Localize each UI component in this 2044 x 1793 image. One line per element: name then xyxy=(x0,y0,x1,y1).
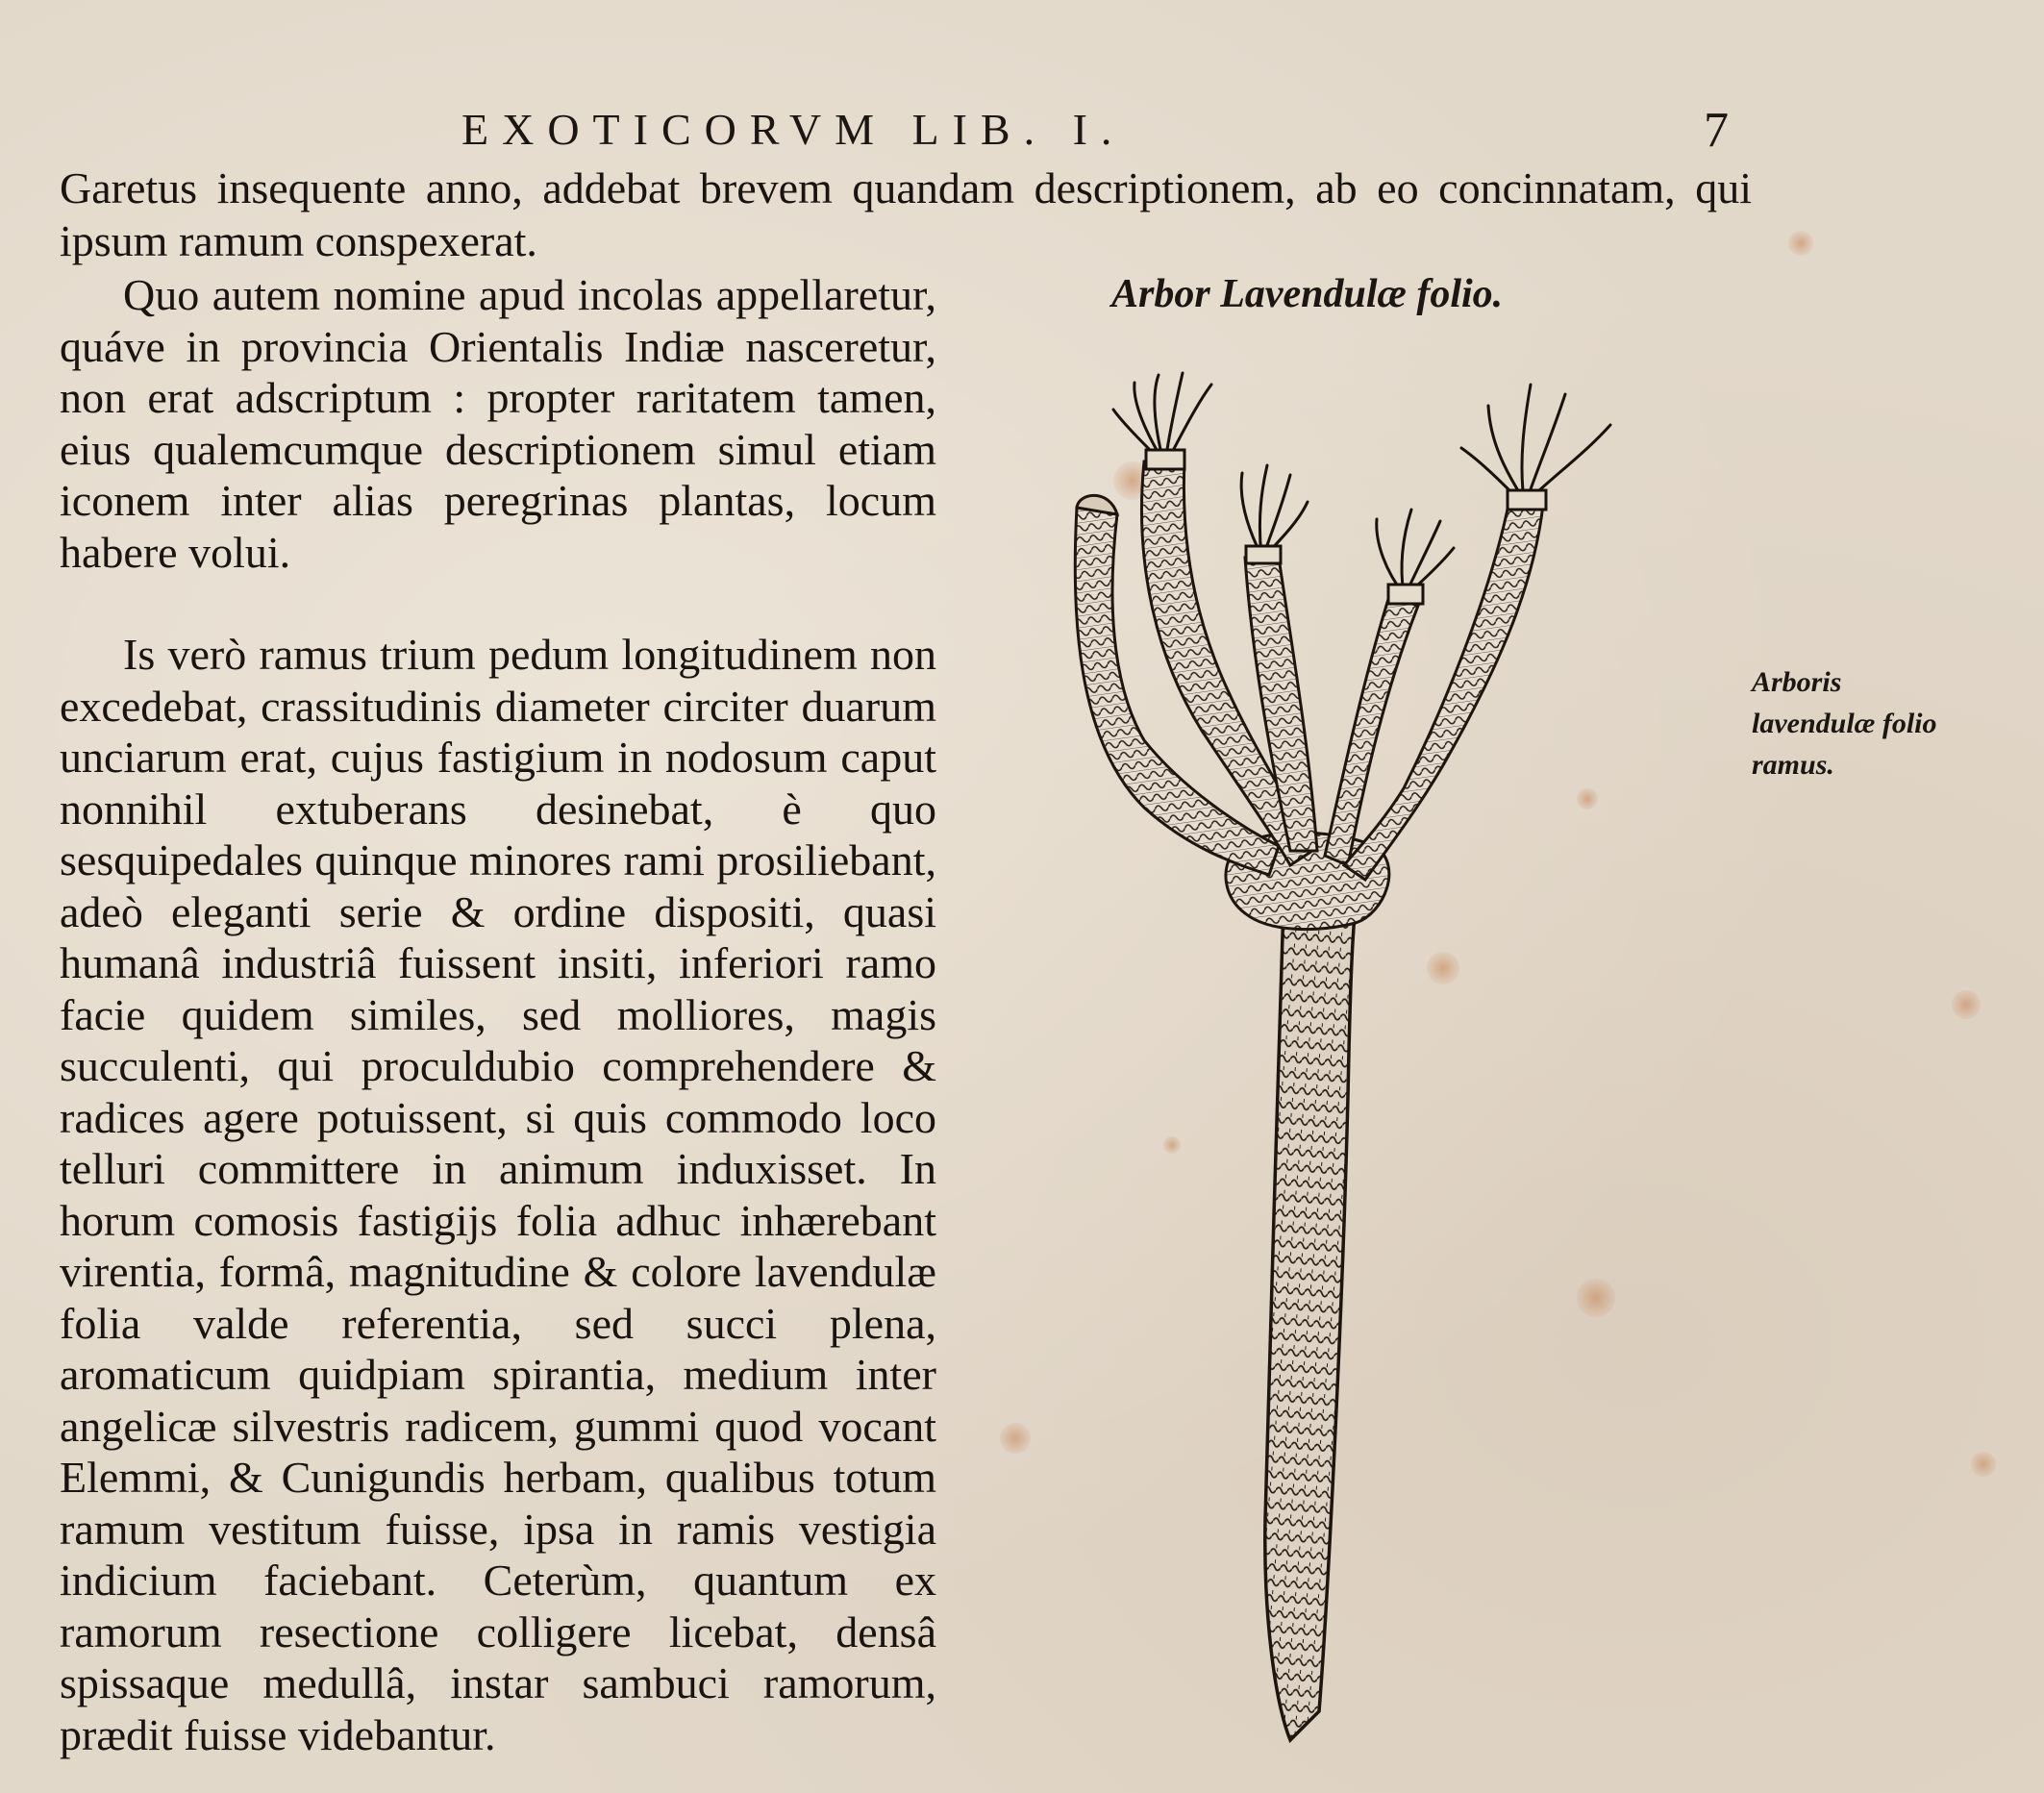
figure-caption: Arbor Lavendulæ folio. xyxy=(1111,272,1504,316)
running-head: EXOTICORVM LIB. I. xyxy=(461,105,1126,154)
marginal-note: Arboris lavendulæ folio ramus. xyxy=(1752,666,1937,781)
leaf-tuft xyxy=(1241,465,1308,563)
text-column xyxy=(60,269,936,1760)
paragraph: Is verò ramus trium pedum longitudinem non excedebat, crassitudinis diameter circiter duarum unciarum erat, cujus fastigium in nodosum caput nonnihil extuberans desinebat, è quo sesquipedales quinque minores rami prosiliebant, adeò eleganti serie & ordine dispositi, quasi humanâ industriâ fuissent insiti, inferiori ramo facie quidem similes, sed molliores, magis succulenti, qui proculdubio comprehendere & radices agere potuissent, si quis commodo loco telluri committere in animum induxisset. In horum comosis fastigijs folia adhuc inhærebant virentia, formâ, magnitudine & colore lavendulæ folia valde referentia, sed succi plena, aromaticum quidpiam spirantia, medium inter angelicæ silvestris radicem, gummi quod vocant Elemmi, & Cunigundis herbam, qualibus totum ramum vestitum fuisse, ipsa in ramis vestigia indicium faciebant. Ceterùm, quantum ex ramorum resectione colligere licebat, densâ spissaque medullâ, instar sambuci ramorum, prædit fuisse videbantur. xyxy=(60,630,936,1759)
foxing-stain xyxy=(1788,231,1813,256)
foxing-stain xyxy=(1000,1423,1031,1454)
leaf-tuft xyxy=(1461,385,1610,510)
leaf-tuft xyxy=(1377,510,1454,604)
foxing-stain xyxy=(1971,1452,1996,1477)
trunk xyxy=(1265,904,1356,1740)
page-number: 7 xyxy=(1704,103,1729,158)
paragraph: Quo autem nomine apud incolas appellaretur, quáve in provincia Orientalis Indiæ nasceretur, non erat adscriptum : propter raritatem tamen, eius qualemcumque descriptionem simul etiam iconem inter alias peregrinas plantas, locum habere volui. xyxy=(60,270,936,577)
woodcut-branch-illustration xyxy=(1038,365,1654,1750)
leaf-tuft xyxy=(1113,373,1211,469)
foxing-stain xyxy=(1952,990,1981,1019)
opening-text: Garetus insequente anno, addebat brevem quandam descriptionem, ab eo concinnatam, qui ipsum ramum conspexerat. xyxy=(60,163,1752,265)
